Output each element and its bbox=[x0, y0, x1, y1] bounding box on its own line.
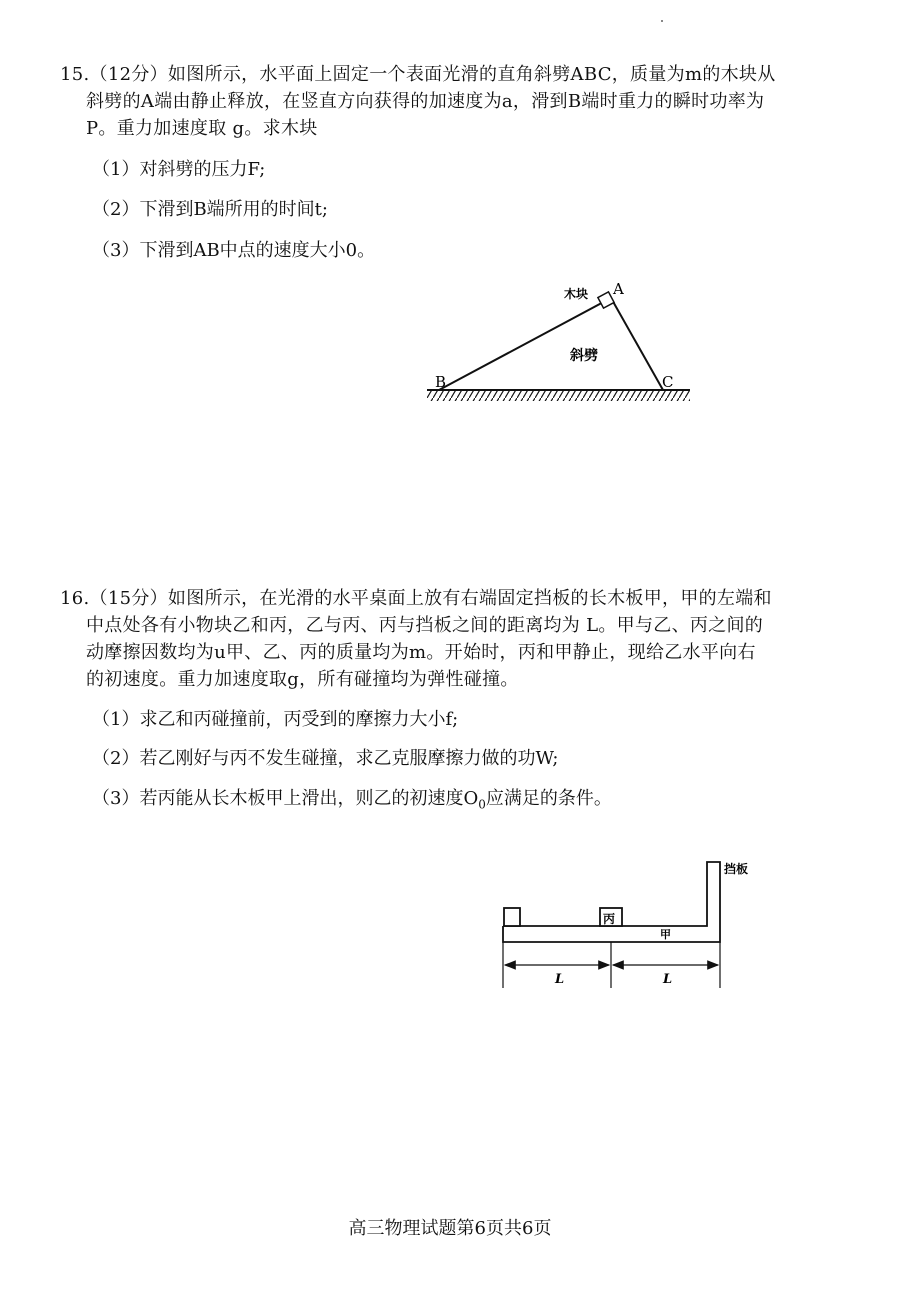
label-C: C bbox=[662, 373, 674, 391]
label-L-right: L bbox=[663, 972, 673, 987]
page-footer: 高三物理试题第6页共6页 bbox=[348, 1218, 552, 1239]
q15-line-1: 15.（12分）如图所示，水平面上固定一个表面光滑的直角斜劈ABC，质量为m的木块从 bbox=[60, 64, 776, 85]
board-jia-outline bbox=[503, 862, 720, 942]
q16-subquestion-2: （2）若乙刚好与丙不发生碰撞，求乙克服摩擦力做的功W; bbox=[92, 748, 559, 769]
q16-sub3-subscript: 0 bbox=[478, 797, 486, 812]
block-at-A bbox=[598, 292, 614, 308]
q15-subquestion-3: （3）下滑到AB中点的速度大小0。 bbox=[92, 240, 376, 261]
label-block: 木块 bbox=[564, 287, 589, 301]
scan-speck bbox=[661, 20, 663, 22]
q16-subquestion-1: （1）求乙和丙碰撞前，丙受到的摩擦力大小f; bbox=[92, 709, 459, 730]
label-jia: 甲 bbox=[660, 928, 671, 941]
q16-board-figure bbox=[490, 850, 765, 995]
ground-hatching bbox=[427, 391, 690, 401]
wedge-outline bbox=[439, 298, 663, 390]
q16-sub3-text-post: 应满足的条件。 bbox=[485, 788, 612, 809]
label-A: A bbox=[613, 280, 624, 298]
label-wedge: 斜劈 bbox=[570, 348, 598, 364]
label-baffle: 挡板 bbox=[724, 862, 749, 876]
q16-line-3: 动摩擦因数均为u甲、乙、丙的质量均为m。开始时，丙和甲静止，现给乙水平向右 bbox=[86, 642, 756, 663]
q15-subquestion-1: （1）对斜劈的压力F; bbox=[92, 159, 266, 180]
label-L-left: L bbox=[555, 972, 565, 987]
q16-line-2: 中点处各有小物块乙和丙，乙与丙、丙与挡板之间的距离均为 L。甲与乙、丙之间的 bbox=[86, 615, 764, 636]
block-yi bbox=[504, 908, 520, 926]
q15-line-2: 斜劈的A端由静止释放，在竖直方向获得的加速度为a，滑到B端时重力的瞬时功率为 bbox=[86, 91, 765, 112]
q15-line-3: P。重力加速度取 g。求木块 bbox=[86, 118, 318, 139]
q16-line-4: 的初速度。重力加速度取g，所有碰撞均为弹性碰撞。 bbox=[86, 669, 519, 690]
label-B: B bbox=[435, 373, 447, 391]
q16-subquestion-3 bbox=[92, 786, 612, 818]
q16-line-1: 16.（15分）如图所示，在光滑的水平桌面上放有右端固定挡板的长木板甲，甲的左端和 bbox=[60, 588, 772, 609]
q15-subquestion-2: （2）下滑到B端所用的时间t; bbox=[92, 199, 328, 220]
q15-wedge-figure bbox=[415, 278, 705, 410]
q16-sub3-text-pre: （3）若丙能从长木板甲上滑出，则乙的初速度O bbox=[92, 788, 479, 809]
label-bing: 丙 bbox=[603, 912, 616, 926]
